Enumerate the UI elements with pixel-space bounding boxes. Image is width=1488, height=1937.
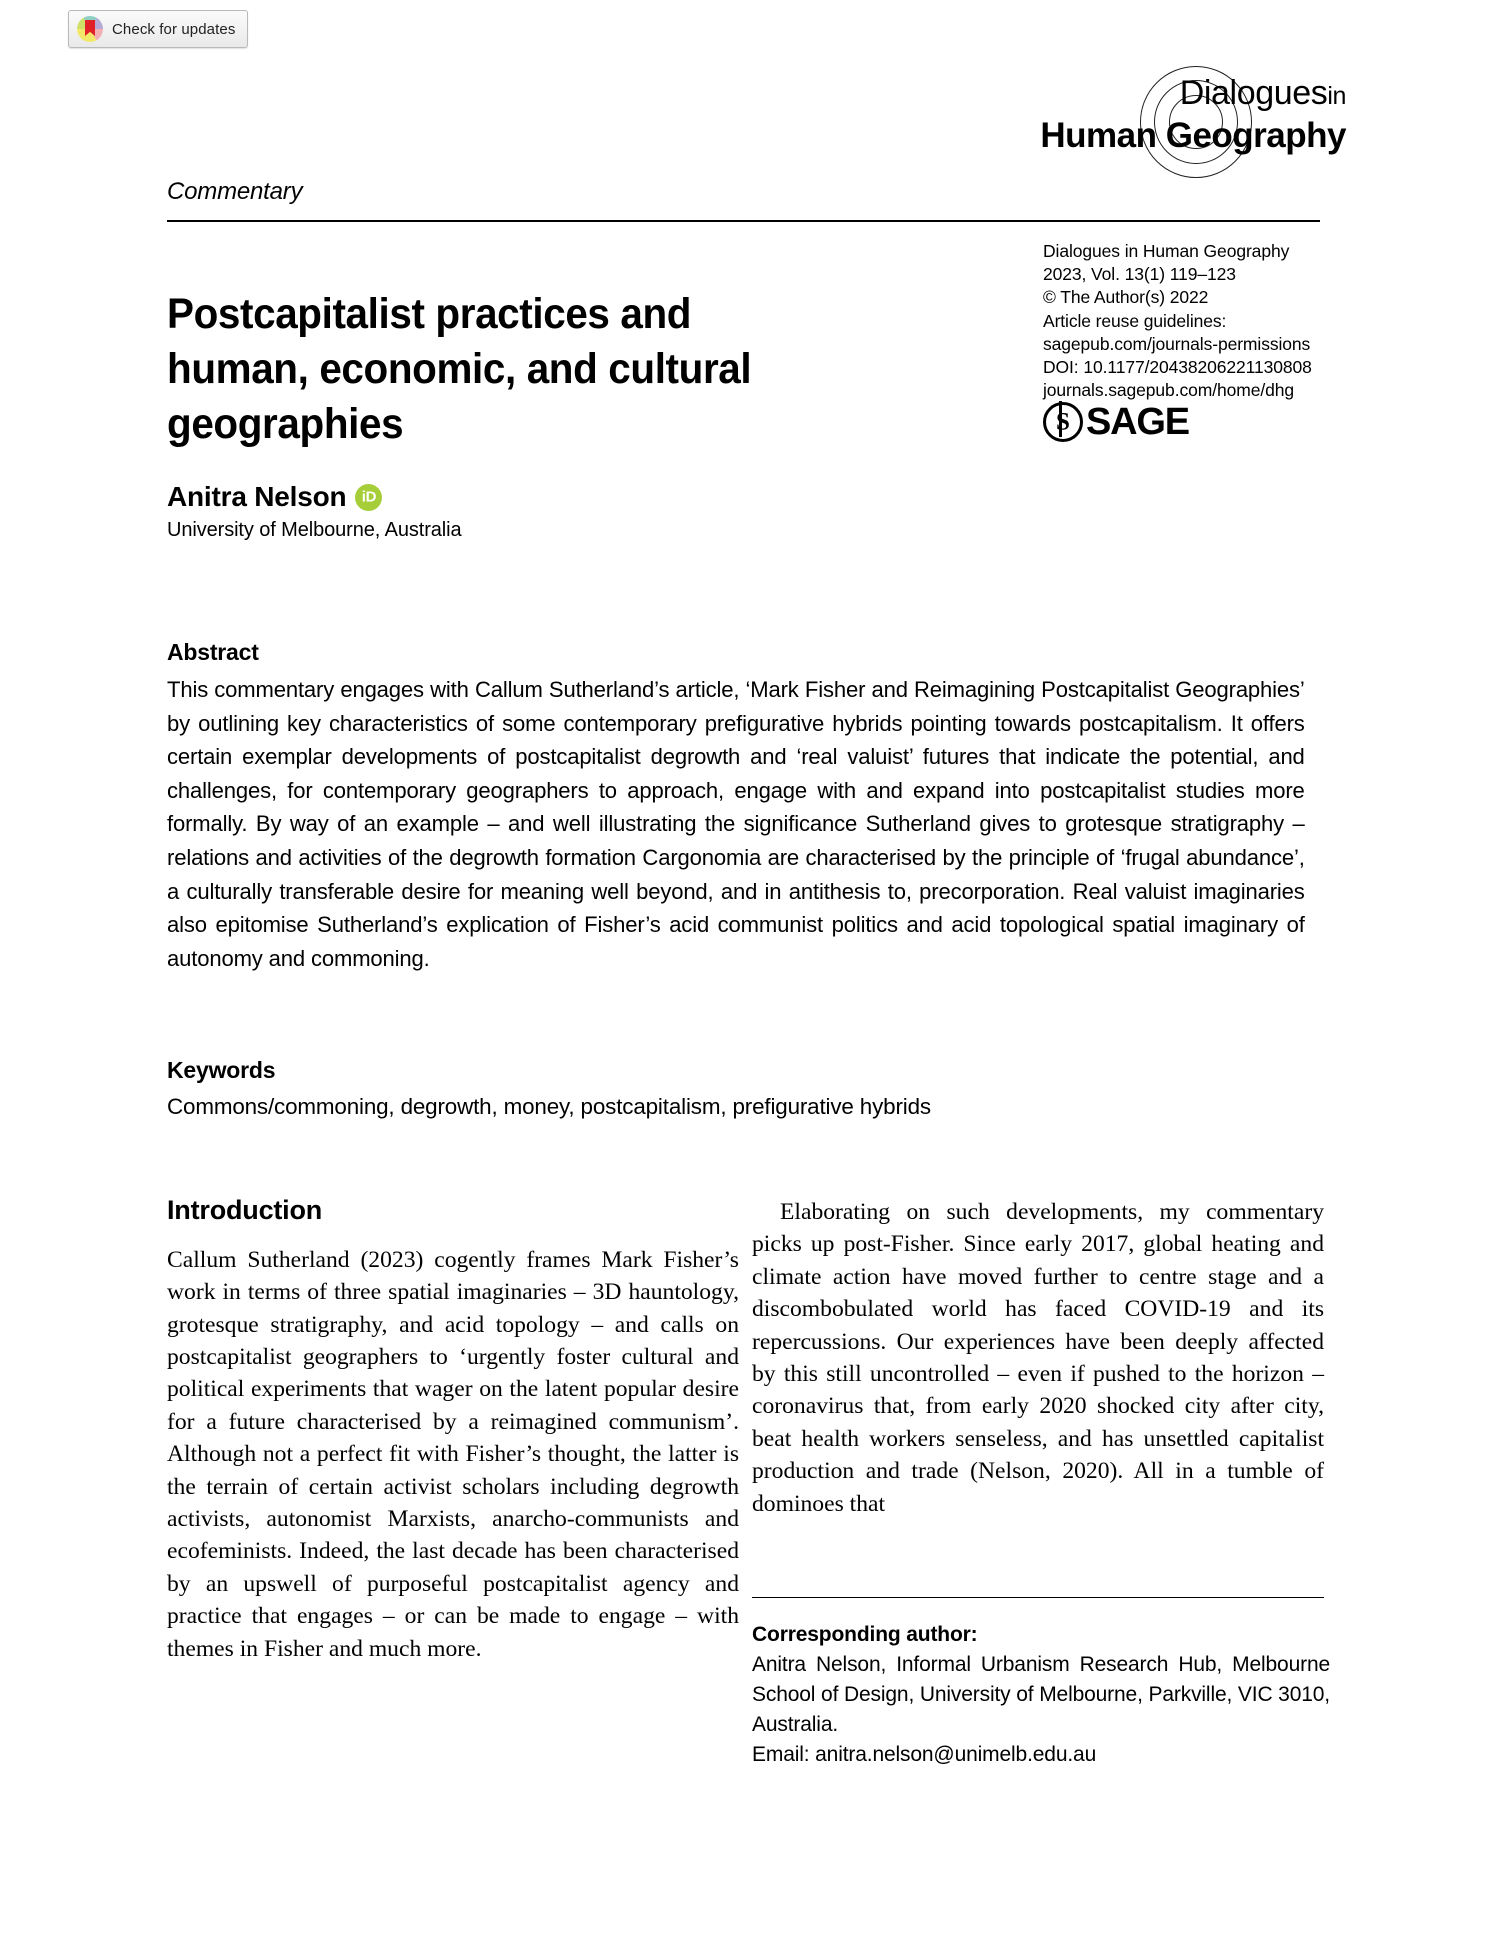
corresponding-author-email[interactable]: Email: anitra.nelson@unimelb.edu.au — [752, 1743, 1097, 1766]
journal-logo-line-2: Human Geography — [1040, 116, 1346, 155]
metadata-doi[interactable]: DOI: 10.1177/20438206221130808 — [1043, 357, 1312, 378]
corresponding-author-address: Anitra Nelson, Informal Urbanism Research Hub, Melbourne School of Design, University of Melbourne, Parkville, VIC 3010, Australia. — [752, 1653, 1330, 1736]
crossmark-icon — [77, 16, 103, 42]
article-metadata — [1043, 240, 1343, 402]
corresponding-author-divider — [752, 1597, 1324, 1598]
metadata-volume: 2023, Vol. 13(1) 119–123 — [1043, 264, 1236, 285]
sage-circle-s-icon — [1043, 402, 1083, 442]
page-title: Postcapitalist practices and human, economic, and cultural geographies — [167, 289, 752, 448]
introduction-heading: Introduction — [167, 1195, 323, 1225]
keywords-heading: Keywords — [167, 1057, 276, 1083]
orcid-label: iD — [361, 488, 377, 506]
body-paragraph-right: Elaborating on such developments, my commentary picks up post-Fisher. Since early 2017, global heating and climate action have moved further to centre stage and a discombobulated world has faced COVID-19 and its repercussions. Our experiences have been deeply affected by this still uncontrolled – even if pushed to the horizon – coronavirus that, from early 2020 shocked city after city, beat health workers senseless, and has unsettled capitalist production and trade (Nelson, 2020). All in a tumble of dominoes that — [752, 1199, 1324, 1517]
sage-wordmark: SAGE — [1086, 401, 1189, 443]
journal-logo — [1006, 60, 1346, 180]
body-column-left — [167, 1196, 739, 1665]
article-type-label: Commentary — [167, 178, 303, 205]
author-byline — [167, 481, 382, 513]
metadata-journal: Dialogues in Human Geography — [1043, 241, 1290, 261]
journal-logo-line-1 — [1180, 74, 1346, 113]
keywords-text: Commons/commoning, degrowth, money, postcapitalism, prefigurative hybrids — [167, 1094, 931, 1119]
metadata-reuse-url[interactable]: sagepub.com/journals-permissions — [1043, 333, 1311, 354]
header-divider — [167, 220, 1320, 222]
body-column-right — [752, 1196, 1324, 1520]
corresponding-author-heading: Corresponding author: — [752, 1623, 978, 1646]
metadata-copyright: © The Author(s) 2022 — [1043, 287, 1209, 308]
abstract-text: This commentary engages with Callum Sutherland’s article, ‘Mark Fisher and Reimagining Postcapitalist Geographies’ by outlining key characteristics of some contemporary prefigurative hybrids pointing towards postcapitalism. It offers certain exemplar developments of postcapitalist degrowth and ‘real valuist’ futures that indicate the potential, and challenges, for contemporary geographers to approach, engage with and expand into postcapitalist studies more formally. By way of an example – and well illustrating the significance Sutherland gives to grotesque stratigraphy – relations and activities of the degrowth formation Cargonomia are characterised by the principle of ‘frugal abundance’, a culturally transferable desire for meaning well beyond, and in antithesis to, precorporation. Real valuist imaginaries also epitomise Sutherland’s explication of Fisher’s acid communist politics and acid topological spatial imaginary of autonomy and commoning. — [167, 677, 1305, 971]
author-name: Anitra Nelson — [167, 481, 347, 512]
metadata-home-url[interactable]: journals.sagepub.com/home/dhg — [1043, 380, 1295, 401]
orcid-icon[interactable] — [355, 484, 382, 511]
journal-logo-dialogues: Dialogues — [1179, 74, 1328, 112]
author-affiliation: University of Melbourne, Australia — [167, 519, 462, 541]
abstract-heading: Abstract — [167, 639, 259, 665]
check-for-updates-badge[interactable] — [68, 10, 248, 48]
check-for-updates-label: Check for updates — [112, 20, 236, 38]
introduction-paragraph: Callum Sutherland (2023) cogently frames Mark Fisher’s work in terms of three spatial imaginaries – 3D hauntology, grotesque stratigraphy, and acid topology – and calls on postcapitalist geographers to ‘urgently foster cultural and political experiments that wager on the latent popular desire for a future characterised by a reimagined communism’. Although not a perfect fit with Fisher’s thought, the latter is the terrain of certain activist scholars including degrowth activists, autonomist Marxists, anarcho-communists and ecofeminists. Indeed, the last decade has been characterised by an upswell of purposeful postcapitalist agency and practice that engages – or can be made to engage – with themes in Fisher and much more. — [167, 1246, 739, 1662]
journal-logo-in: in — [1327, 82, 1346, 110]
sage-publisher-logo — [1043, 402, 1189, 442]
corresponding-author-block — [752, 1620, 1330, 1770]
metadata-reuse-label: Article reuse guidelines: — [1043, 310, 1227, 331]
